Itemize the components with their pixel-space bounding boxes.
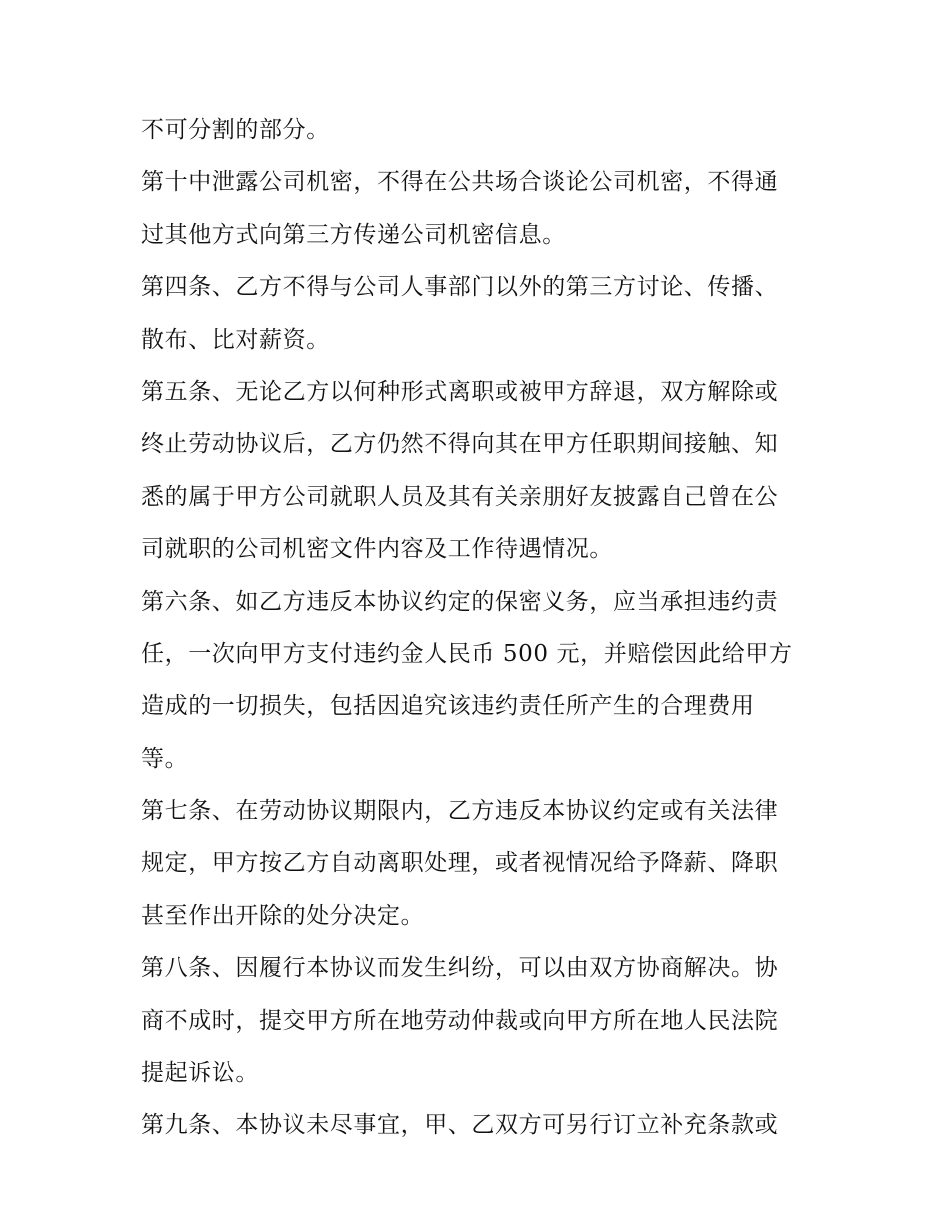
text-line: 司就职的公司机密文件内容及工作待遇情况。 <box>141 536 613 563</box>
text-line: 甚至作出开除的处分决定。 <box>141 902 425 929</box>
text-line: 第十中泄露公司机密，不得在公共场合谈论公司机密，不得通 <box>141 169 779 196</box>
text-line: 第七条、在劳动协议期限内，乙方违反本协议约定或有关法律 <box>141 798 779 825</box>
text-line: 第八条、因履行本协议而发生纠纷，可以由双方协商解决。协 <box>141 955 779 982</box>
text-line: 第九条、本协议未尽事宜，甲、乙双方可另行订立补充条款或 <box>141 1112 779 1139</box>
text-line: 第五条、无论乙方以何种形式离职或被甲方辞退，双方解除或 <box>141 378 779 405</box>
text-line: 过其他方式向第三方传递公司机密信息。 <box>141 221 566 248</box>
text-line: 规定，甲方按乙方自动离职处理，或者视情况给予降薪、降职 <box>141 850 779 877</box>
text-line: 悉的属于甲方公司就职人员及其有关亲朋好友披露自己曾在公 <box>141 483 779 510</box>
text-line: 不可分割的部分。 <box>141 117 330 143</box>
text-line: 造成的一切损失，包括因追究该违约责任所产生的合理费用 <box>141 693 755 720</box>
text-line: 等。 <box>141 745 189 772</box>
text-line: 任，一次向甲方支付违约金人民币 500 元，并赔偿因此给甲方 <box>141 640 793 667</box>
text-line: 第六条、如乙方违反本协议约定的保密义务，应当承担违约责 <box>141 588 779 615</box>
text-line: 散布、比对薪资。 <box>141 326 330 353</box>
document-body <box>141 108 816 1156</box>
text-line: 商不成时，提交甲方所在地劳动仲裁或向甲方所在地人民法院 <box>141 1007 779 1034</box>
text-line: 第四条、乙方不得与公司人事部门以外的第三方讨论、传播、 <box>141 274 779 301</box>
text-line: 提起诉讼。 <box>141 1060 259 1087</box>
text-line: 终止劳动协议后，乙方仍然不得向其在甲方任职期间接触、知 <box>141 431 779 458</box>
